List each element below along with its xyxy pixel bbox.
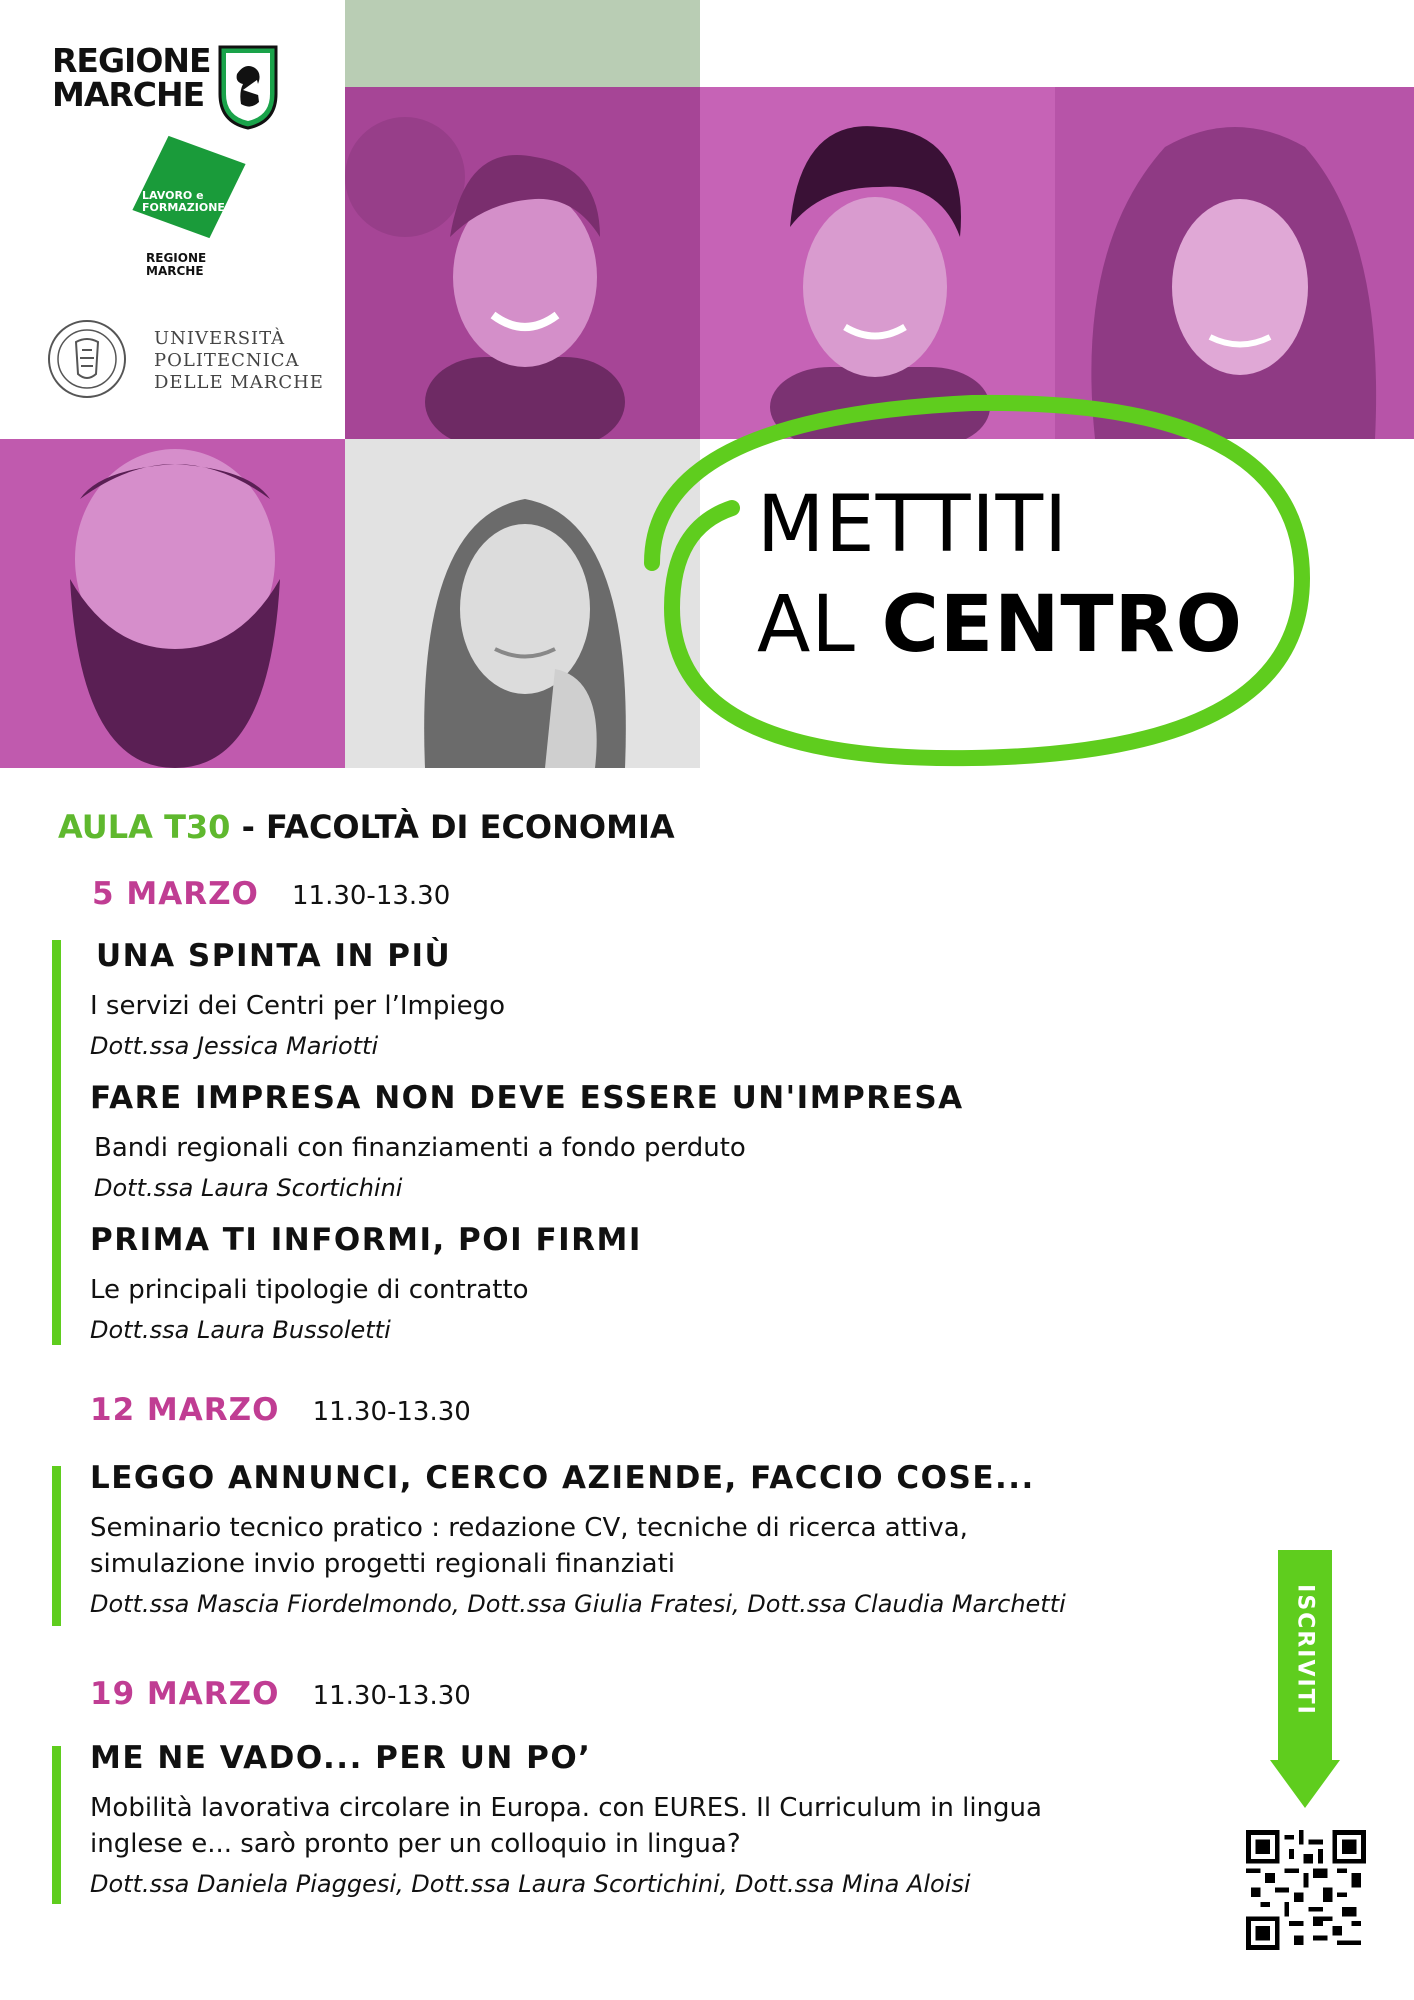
univpm-logo <box>46 318 326 408</box>
talk-description-line-1: Mobilità lavorativa circolare in Europa. con EURES. Il Curriculum in lingua <box>90 1793 1042 1823</box>
day-2-header <box>90 1392 471 1428</box>
lavoro-text: LAVORO e <box>142 189 204 202</box>
talk-title: LEGGO ANNUNCI, CERCO AZIENDE, FACCIO COSE... <box>90 1460 1035 1496</box>
talk-description: Le principali tipologie di contratto <box>90 1275 529 1305</box>
lavoro-formazione-badge <box>132 136 245 238</box>
regione-marche-logo <box>52 41 292 134</box>
venue-heading <box>58 808 675 846</box>
iscriviti-label: ISCRIVITI <box>1292 1584 1318 1716</box>
talk-speaker: Dott.ssa Jessica Mariotti <box>90 1032 379 1060</box>
formazione-text: FORMAZIONE <box>142 201 225 214</box>
day-time: 11.30-13.30 <box>312 1397 471 1427</box>
talk-description-line-1: Seminario tecnico pratico : redazione CV, tecniche di ricerca attiva, <box>90 1513 968 1543</box>
lavoro-regione-text: REGIONE <box>146 251 207 265</box>
talk-description: I servizi dei Centri per l’Impiego <box>90 991 505 1021</box>
regione-text: REGIONE <box>52 41 211 80</box>
day-3-accent-bar <box>52 1746 61 1904</box>
photo-bearded-man <box>0 439 345 768</box>
univ-line-2: POLITECNICA <box>154 350 300 371</box>
sage-accent-block <box>345 0 700 87</box>
day-1-accent-bar <box>52 940 61 1345</box>
talk-speaker: Dott.ssa Mascia Fiordelmondo, Dott.ssa Giulia Fratesi, Dott.ssa Claudia Marchetti <box>90 1590 1066 1618</box>
day-3-header <box>90 1676 471 1712</box>
day-date: 19 MARZO <box>90 1676 280 1712</box>
univ-line-3: DELLE MARCHE <box>154 372 324 393</box>
talk-speaker: Dott.ssa Laura Scortichini <box>94 1174 403 1202</box>
regione-marche-wordmark <box>52 41 211 114</box>
marche-text: MARCHE <box>52 75 205 114</box>
day-date: 12 MARZO <box>90 1392 280 1428</box>
day-time: 11.30-13.30 <box>292 881 451 911</box>
day-2-accent-bar <box>52 1466 61 1626</box>
talk-description-line-2: simulazione invio progetti regionali finanziati <box>90 1549 675 1579</box>
title-line-2-prefix: AL <box>757 580 882 670</box>
regione-shield-icon <box>217 44 279 130</box>
venue-room: AULA T30 <box>58 808 231 846</box>
title-line-1: METTITI <box>757 480 1069 570</box>
talk-title: FARE IMPRESA NON DEVE ESSERE UN'IMPRESA <box>90 1080 964 1116</box>
lavoro-marche-text: MARCHE <box>146 264 204 278</box>
talk-description-line-2: inglese e... sarò pronto per un colloquio in lingua? <box>90 1829 741 1859</box>
university-seal-icon <box>46 318 128 400</box>
day-date: 5 MARZO <box>92 876 259 912</box>
lavoro-formazione-logo <box>140 140 250 290</box>
qr-code-icon[interactable] <box>1246 1830 1366 1950</box>
title-line-2-bold: CENTRO <box>881 580 1243 670</box>
talk-speaker: Dott.ssa Daniela Piaggesi, Dott.ssa Laura Scortichini, Dott.ssa Mina Aloisi <box>90 1870 971 1898</box>
talk-title: ME NE VADO... PER UN PO’ <box>90 1740 592 1776</box>
hero-title <box>757 475 1243 675</box>
day-1-header <box>92 876 450 912</box>
talk-title: PRIMA TI INFORMI, POI FIRMI <box>90 1222 642 1258</box>
talk-speaker: Dott.ssa Laura Bussoletti <box>90 1316 391 1344</box>
iscriviti-arrow-button[interactable] <box>1270 1550 1340 1810</box>
talk-title: UNA SPINTA IN PIÙ <box>96 938 452 974</box>
venue-faculty: - FACOLTÀ DI ECONOMIA <box>230 808 675 846</box>
univ-line-1: UNIVERSITÀ <box>154 328 286 349</box>
day-time: 11.30-13.30 <box>312 1681 471 1711</box>
talk-description: Bandi regionali con finanziamenti a fondo perduto <box>94 1133 746 1163</box>
